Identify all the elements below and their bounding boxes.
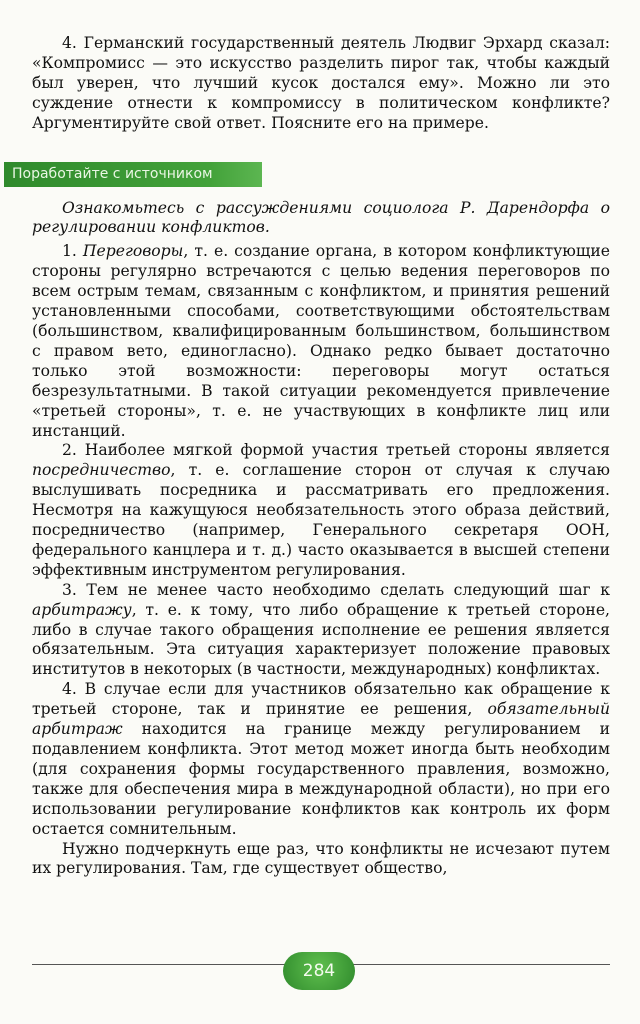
source-intro: Ознакомьтесь с рассуждениями социолога Р. Дарендорфа о регулировании конфликтов. (32, 198, 610, 237)
paragraph-1-rest: , т. е. создание органа, в котором конфликтующие стороны регулярно встречаются с целью ведения переговоров по всем острым темам, связанным с конфликтом, и принятия решений установленными способами, соответствующими обстоятельствам (большинством, квалифицированным большинством, большинством с правом вето, единогласно). Однако редко бывает достаточно только этой возможности: переговоры могут остаться безрезультатными. В такой ситуации рекомендуется привлечение «третьей стороны», т. е. не участвующих в конфликте лиц или инстанций. (32, 242, 610, 440)
paragraph-2-lead: 2. Наиболее мягкой формой участия третьей стороны является (62, 441, 610, 460)
term-negotiations: Переговоры (82, 242, 184, 261)
paragraph-3-rest: , т. е. к тому, что либо обращение к третьей стороне, либо в случае такого обращения исполнение ее решения является обязательным. Эта ситуация характеризует положение правовых институтов в некоторых (в частности, международных) конфликтах. (32, 600, 610, 679)
paragraph-3 (32, 581, 610, 681)
term-arbitration: арбитражу (32, 600, 132, 619)
section-banner: Поработайте с источником (4, 162, 262, 187)
paragraph-4-lead: 4. В случае если для участников обязательно как обращение к третьей стороне, так и принятие ее решения, (32, 680, 610, 719)
paragraph-5: Нужно подчеркнуть еще раз, что конфликты не исчезают путем их регулирования. Там, где существует общество, (32, 839, 610, 878)
term-mandatory-arbitration: обязательный арбитраж (32, 700, 610, 739)
paragraph-1 (32, 242, 610, 441)
page-number-badge: 284 (283, 952, 355, 990)
paragraph-4-rest: находится на границе между регулированием и подавлением конфликта. Этот метод может иногда быть необходим (для сохранения формы государственного правления, возможно, также для обеспечения мира в международной области), но при его использовании регулирование конфликтов как контроль их форм остается сомнительным. (32, 720, 610, 838)
paragraph-1-lead: 1. (62, 242, 83, 261)
page-content (12, 34, 610, 879)
paragraph-2-rest: , т. е. соглашение сторон от случая к случаю выслушивать посредника и рассматривать его предложения. Несмотря на кажущуюся необязательность этого образа действий, посредничество (например, Генерального секретаря ООН, федерального канцлера и т. д.) часто оказывается в высшей степени эффективным инструментом регулирования. (32, 461, 610, 579)
paragraph-4 (32, 680, 610, 839)
paragraph-2 (32, 441, 610, 580)
paragraph-3-lead: 3. Тем не менее часто необходимо сделать следующий шаг к (62, 580, 610, 599)
term-mediation: посредничество (32, 461, 171, 480)
question-4: 4. Германский государственный деятель Людвиг Эрхард сказал: «Компромисс — это искусство разделить пирог так, чтобы каждый был уверен, что лучший кусок достался ему». Можно ли это суждение отнести к компромиссу в политическом конфликте? Аргументируйте свой ответ. Поясните его на примере. (32, 34, 610, 132)
section-banner-wrap (4, 162, 610, 187)
